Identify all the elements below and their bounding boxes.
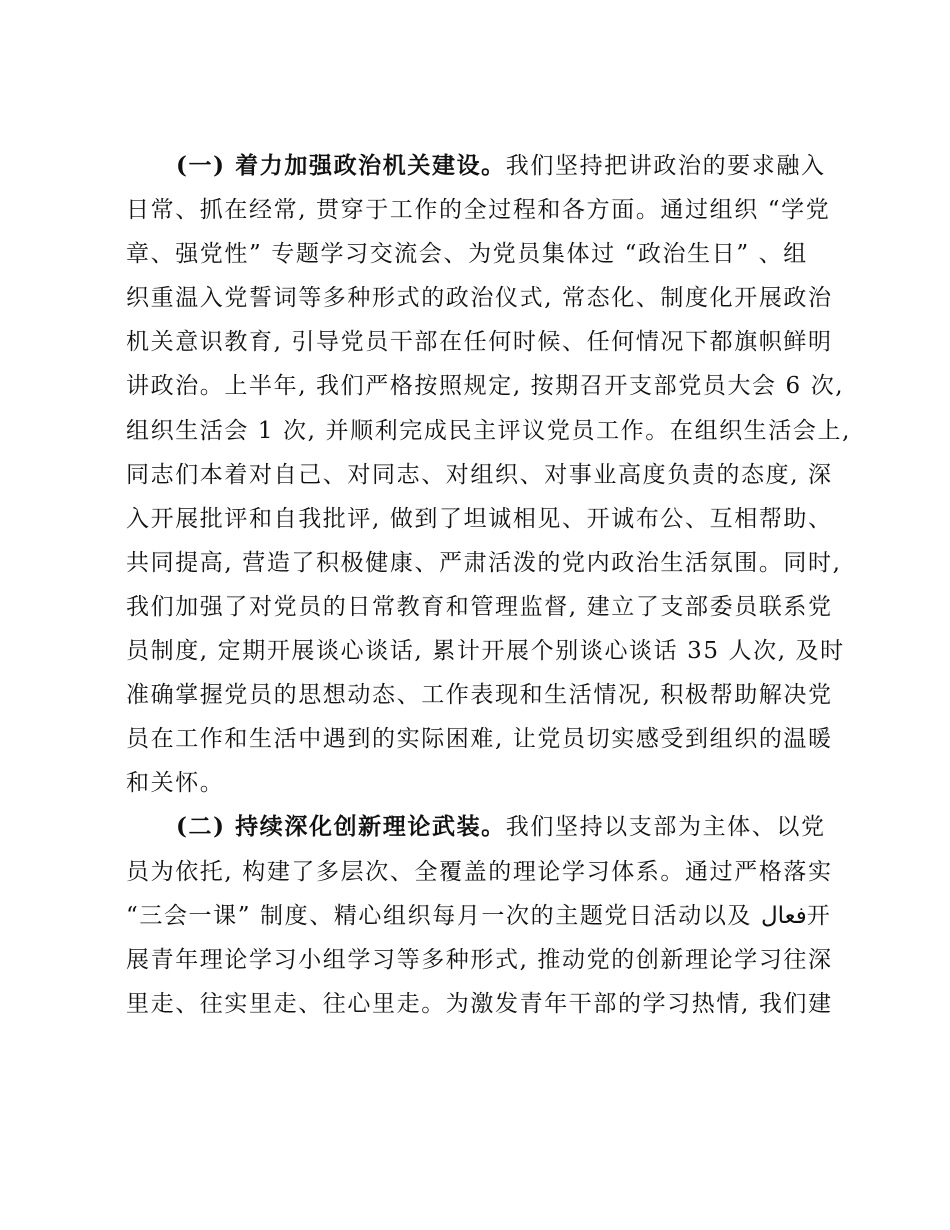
section-1-first-line-text: 我们坚持把讲政治的要求融入 bbox=[505, 153, 826, 179]
paragraph-1-line-1 bbox=[126, 144, 836, 188]
paragraph-2-line: 展青年理论学习小组学习等多种形式, 推动党的创新理论学习往深 bbox=[126, 946, 833, 973]
paragraph-1-line: 准确掌握党员的思想动态、工作表现和生活情况, 积极帮助解决党 bbox=[126, 682, 833, 709]
paragraph-2-line: “三会一课” 制度、精心组织每月一次的主题党日活动以及 فعال开 bbox=[126, 902, 832, 929]
paragraph-1-line: 员在工作和生活中遇到的实际困难, 让党员切实感受到组织的温暖 bbox=[126, 726, 833, 753]
paragraph-1-line: 和关怀。 bbox=[126, 770, 225, 797]
paragraph-1-line: 机关意识教育, 引导党员干部在任何时候、任何情况下都旗帜鲜明 bbox=[126, 329, 833, 356]
paragraph-1-line: 同志们本着对自己、对同志、对组织、对事业高度负责的态度, 深 bbox=[126, 461, 833, 488]
section-2-first-line-text: 我们坚持以支部为主体、以党 bbox=[505, 814, 826, 841]
section-1-heading: (一) 着力加强政治机关建设。 bbox=[176, 152, 506, 179]
paragraph-1-line: 日常、抓在经常, 贯穿于工作的全过程和各方面。通过组织 “学党 bbox=[126, 197, 831, 224]
paragraph-1-line: 共同提高, 营造了积极健康、严肃活泼的党内政治生活氛围。同时, bbox=[126, 549, 842, 576]
paragraph-1-line: 员制度, 定期开展谈心谈话, 累计开展个别谈心谈话 35 人次, 及时 bbox=[126, 638, 845, 665]
paragraph-2-line: 员为依托, 构建了多层次、全覆盖的理论学习体系。通过严格落实 bbox=[126, 858, 833, 885]
paragraph-2-line: 里走、往实里走、往心里走。为激发青年干部的学习热情, 我们建 bbox=[126, 990, 833, 1017]
paragraph-1-line: 章、强党性” 专题学习交流会、为党员集体过 “政治生日” 、组 bbox=[126, 241, 808, 268]
paragraph-1-line: 织重温入党誓词等多种形式的政治仪式, 常态化、制度化开展政治 bbox=[126, 285, 833, 312]
paragraph-1-line: 我们加强了对党员的日常教育和管理监督, 建立了支部委员联系党 bbox=[126, 593, 833, 620]
document-body bbox=[126, 144, 851, 1026]
section-2-heading: (二) 持续深化创新理论武装。 bbox=[176, 813, 506, 841]
paragraph-2-line-1 bbox=[126, 805, 836, 849]
paragraph-1-line: 组织生活会 1 次, 并顺利完成民主评议党员工作。在组织生活会上, bbox=[126, 417, 851, 444]
paragraph-1-line: 入开展批评和自我批评, 做到了坦诚相见、开诚布公、互相帮助、 bbox=[126, 505, 833, 532]
paragraph-1-line: 讲政治。上半年, 我们严格按照规定, 按期召开支部党员大会 6 次, bbox=[126, 373, 845, 400]
